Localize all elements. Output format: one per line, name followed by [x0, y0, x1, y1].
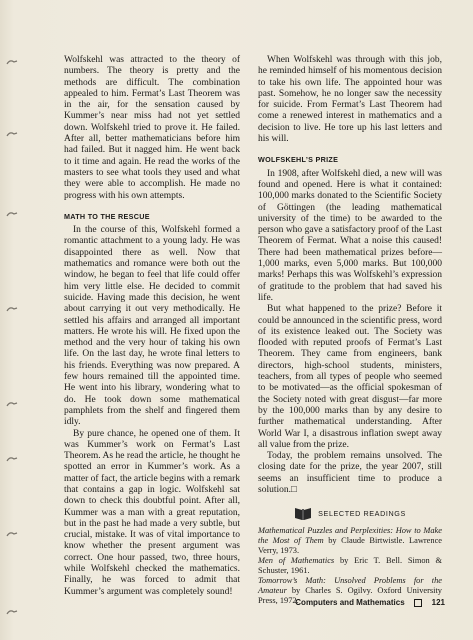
reading-details: by Claude Birtwistle. Lawrence Verry, 1973.: [258, 536, 443, 556]
reading-details: by Eric T. Bell. Simon & Schuster, 1961.: [258, 556, 442, 576]
body-paragraph: [258, 451, 442, 496]
selected-readings: [258, 506, 442, 606]
binder-hole-icon: [6, 455, 18, 465]
body-paragraph: When Wolfskehl was through with this job, he reminded himself of his momentous decision to take his own life. The appointed hour was past. Somehow, he no longer saw the necessity for suicide. From Fermat’s Last Theorem had come a renewed interest in mathematics and a decision to live. He tore up his last letters and his will.: [258, 55, 442, 145]
body-paragraph: In the course of this, Wolfskehl formed a romantic attachment to a young lady. He was disappointed there as well. Now that mathematics and romance were both out the window, he began to feel that life could offer him very little else. He decided to commit suicide. Having made this decision, he went about carrying it out very methodically. He settled his affairs and arranged all important matters. He wrote his will. He fixed upon the method and the very hour of taking his own life. On the last day, he wrote final letters to his friends. Everything was now prepared. A few hours remained till the appointed time. He went into his library, wondering what to do. He took down some mathematical pamphlets from the shelf and fingered them idly.: [64, 225, 240, 428]
binder-hole-icon: [6, 210, 18, 220]
body-paragraph: By pure chance, he opened one of them. It was Kummer’s work on Fermat’s Last Theorem. As he read the article, he thought he spotted an error in Kummer’s work. As a matter of fact, the article begins with a remark that contains a gap in logic. Wolfskehl sat down to check this doubtful point. After all, Kummer was a man with a great reputation, but in the past he had made a very subtle, but crucial, mistake. It was of vital importance to know whether the present argument was correct. One hour passed, two, three hours, while Wolfskehl checked the mathematics. Finally, he was forced to admit that Kummer’s argument was completely sound!: [64, 428, 240, 597]
book-icon: [294, 506, 312, 521]
readings-header: [258, 506, 442, 521]
binder-hole-icon: [6, 305, 18, 315]
right-column: [258, 55, 442, 606]
section-heading: WOLFSKEHL’S PRIZE: [258, 155, 339, 165]
page-footer: [250, 598, 445, 607]
section-name: Computers and Mathematics: [295, 598, 405, 607]
binder-hole-icon: [6, 130, 18, 140]
reading-title: Tomorrow’s Math: Unsolved Problems for the Amateur: [258, 576, 442, 596]
reading-item: [258, 556, 442, 576]
reading-title: Men of Mathematics: [258, 556, 335, 566]
paragraph-text: Today, the problem remains unsolved. The closing date for the prize, the year 2007, still seems an insufficient time to produce a solution.: [258, 451, 442, 495]
body-paragraph: Wolfskehl was attracted to the theory of numbers. The theory is pretty and the methods are difficult. The combination appealed to him. Fermat’s Last Theorem was in the air, for the sensation caused by Kummer’s near miss had not yet settled down. Wolfskehl tried to prove it. He failed. After all, better mathematicians before him had failed. But it nagged him. He went back to it time and again. He read the works of the masters to see what tools they used and what they were able to accomplish. He made no progress with his own attempts.: [64, 55, 240, 201]
body-paragraph: In 1908, after Wolfskehl died, a new will was found and opened. Here is what it contained: 100,000 marks donated to the Scientific Society of Göttingen (the leading mathematical university of the time) to be awarded to the person who gave a satisfactory proof of the Last Theorem of Fermat. What a noise this caused! There had been mathematical prizes before—1,000 marks, even 5,000 marks. But 100,000 marks! Perhaps this was Wolfskehl’s expression of gratitude to the problem that had saved his life.: [258, 168, 442, 303]
binder-hole-icon: [6, 608, 18, 618]
readings-title: SELECTED READINGS: [318, 508, 406, 518]
binder-hole-icon: [6, 400, 18, 410]
reading-title: Mathematical Puzzles and Perplexities: How to Make the Most of Them: [258, 526, 442, 546]
end-mark: □: [291, 484, 297, 495]
body-paragraph: But what happened to the prize? Before it could be announced in the scientific press, word of its existence leaked out. The Society was flooded with reputed proofs of Fermat’s Last Theorem. They came from engineers, bank directors, high-school students, ministers, teachers, from all types of people who seemed to be motivated—as the official spokesman of the Society noted with great disgust—far more by the 100,000 marks than by any desire to further mathematical understanding. After World War I, a disastrous inflation swept away all value from the prize.: [258, 304, 442, 450]
binder-hole-icon: [6, 58, 18, 68]
footer-separator: [414, 599, 422, 607]
left-column: [64, 55, 240, 598]
reading-item: [258, 526, 442, 556]
reading-details: by Charles S. Ogilvy. Oxford University Press, 1972.: [258, 586, 442, 606]
binder-hole-icon: [6, 530, 18, 540]
section-heading: MATH TO THE RESCUE: [64, 211, 150, 221]
page-number: 121: [431, 598, 445, 607]
